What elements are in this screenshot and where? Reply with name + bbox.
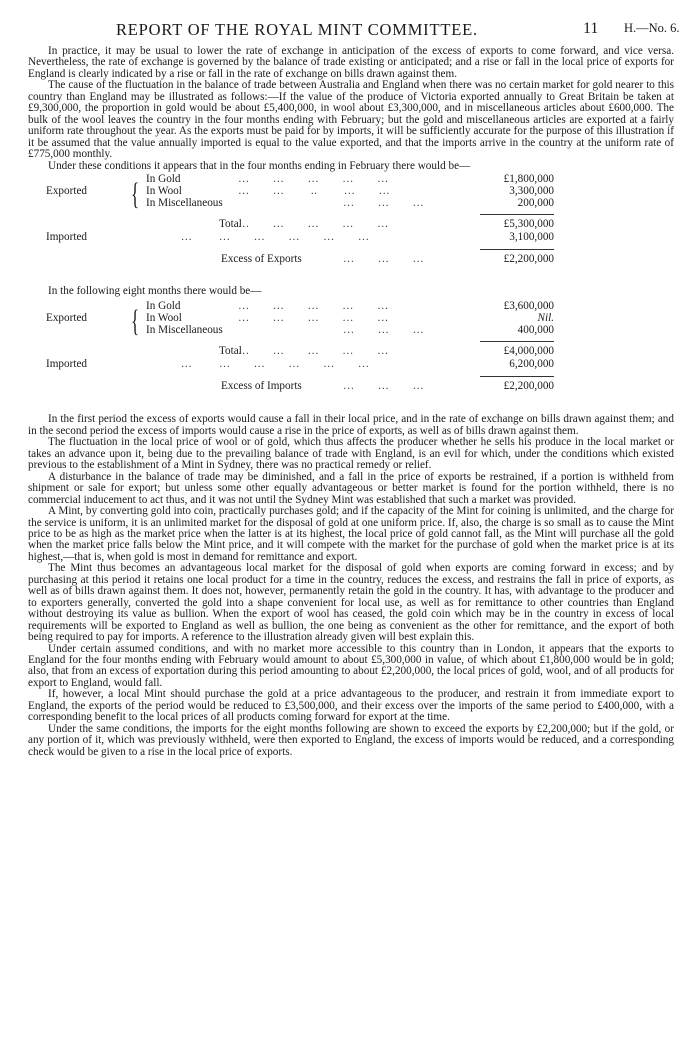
ledger-amount-wool: 3,300,000 — [509, 184, 554, 197]
document-reference: H.—No. 6. — [624, 21, 680, 35]
ledger-total-label: Total — [219, 345, 242, 358]
ledger-amount-total: £5,300,000 — [503, 217, 554, 230]
sum-rule — [480, 214, 554, 215]
ledger-item-gold: In Gold — [146, 300, 181, 313]
paragraph: In practice, it may be usual to lower the rate of exchange in anticipation of the excess of exports to come forward, and vice versa. Nevertheless, the rate of exchange is governed by the balance of trade existing or anticipated; and a rise or fall in the local price of exports for England is clearly indicated by a rise or fall in the rate of exchange on bills drawn against them. — [28, 45, 674, 80]
leader-dots: … … … — [343, 252, 425, 265]
ledger-eight-months — [28, 299, 674, 411]
ledger-label-exported: Exported — [46, 312, 88, 325]
leader-dots: … … … … … … — [161, 230, 370, 243]
ledger-amount-total: £4,000,000 — [503, 345, 554, 358]
sum-rule — [480, 341, 554, 342]
paragraph: The fluctuation in the local price of wool or of gold, which thus affects the producer whether he sells his produce in the local market or takes an advance upon it, being due to the prevailing balance of trade with England, is an evil for which, under the conditions which existed previous to the establishment of a Mint in Sydney, there was no practical remedy or relief. — [28, 436, 674, 472]
ledger-label-exported: Exported — [46, 184, 88, 197]
ledger-item-wool: In Wool — [146, 184, 182, 197]
ledger-amount-wool: Nil. — [537, 312, 554, 325]
ledger-amount-imported: 3,100,000 — [509, 230, 554, 243]
paragraph: Under these conditions it appears that in the four months ending in February there would be— — [48, 159, 471, 172]
leader-dots: … … .. … … — [238, 184, 391, 197]
sum-rule — [480, 249, 554, 250]
ledger-label-imported: Imported — [46, 230, 88, 243]
brace-glyph: { — [131, 303, 140, 339]
ledger-label-imported: Imported — [46, 358, 88, 371]
leader-dots: … … … — [343, 196, 425, 209]
ledger-amount-gold: £3,600,000 — [503, 300, 554, 313]
ledger-amount-misc: 200,000 — [517, 196, 554, 209]
paragraph: In the following eight months there would be— — [48, 284, 262, 297]
paragraph: In the first period the excess of exports would cause a fall in their local price, and in the rate of exchange on bills drawn against them; and in the second period the excess of imports would cause a rise in the price of exports, as well as of bills drawn against them. — [28, 413, 674, 437]
paragraph: A Mint, by converting gold into coin, practically purchases gold; and if the capacity of the Mint for coining is unlimited, and the charge for the service is uniform, it is an unlimited market for the disposal of gold at one uniform price. If, also, the charge is so small as to cause the Mint price to be as high as the market price when the latter is at its highest, the local price of gold cannot fall, as the Mint will purchase all the gold when the market price falls below the Mint price, and it will compete with the market for the purchase of gold when the market price is at its highest,—that is, when gold is most in demand for remittance and export. — [28, 505, 674, 563]
leader-dots: … … … — [343, 324, 425, 337]
ledger-item-misc: In Miscellaneous — [146, 196, 223, 209]
ledger-item-misc: In Miscellaneous — [146, 324, 223, 337]
leader-dots: … … … … … — [238, 345, 389, 358]
report-body — [28, 46, 674, 758]
ledger-amount-excess: £2,200,000 — [503, 252, 554, 265]
paragraph: The cause of the fluctuation in the balance of trade between Australia and England when there was no certain market for gold nearer to this country than England may be illustrated as follows:—If the value of the produce of Victoria exported annually to Great Britain be taken at £9,300,000, the proportion in gold would be about £5,400,000, in wool about £3,300,000, and in miscellaneous articles about £600,000. The bulk of the wool leaves the country in the four months ending with February; but the gold and miscellaneous articles are exported at a fairly uniform rate throughout the year. As the exports must be paid for by imports, it will be sufficiently accurate for the purpose of this illustration if it be assumed that the value annually imported is equal to the value exported, and that the imports arrive in the country at the uniform rate of £775,000 monthly. — [28, 79, 674, 161]
leader-dots: … … … … … — [238, 172, 389, 185]
ledger-excess-label: Excess of Exports — [221, 252, 302, 265]
paragraph: Under certain assumed conditions, and with no market more accessible to this country than in London, it appears that the exports to England for the four months ending with February would amount to about £5,300,000 in value, of which about £1,800,000 would be in gold; also, that from an excess of exportation during this period amounting to about £2,200,000, the local prices of gold, wool, and of all products for export to England, would fall. — [28, 642, 674, 689]
ledger-total-label: Total — [219, 217, 242, 230]
paragraph: If, however, a local Mint should purchase the gold at a price advantageous to the producer, and restrain it from immediate export to England, the exports of the period would be reduced to £3,500,000, and their excess over the imports of the same period to £400,000, with a corresponding benefit to the local prices of all products coming forward for export at the time. — [28, 688, 674, 724]
ledger-excess-label: Excess of Imports — [221, 380, 302, 393]
leader-dots: … … … … … — [238, 300, 389, 313]
leader-dots: … … … … … … — [161, 358, 370, 371]
ledger-four-months — [28, 174, 674, 283]
brace-glyph: { — [131, 175, 140, 211]
ledger-amount-imported: 6,200,000 — [509, 358, 554, 371]
paragraph: A disturbance in the balance of trade may be diminished, and a fall in the price of exports be restrained, if a portion is withheld from shipment or sale for export; but unless some other equally advantageous or better market is found for the portion withheld, there is no commercial inducement to act thus, and it was not until the Sydney Mint was established that such a market was provided. — [28, 470, 674, 506]
leader-dots: … … … … … — [238, 312, 389, 325]
ledger-amount-misc: 400,000 — [517, 324, 554, 337]
paragraph: Under the same conditions, the imports for the eight months following are shown to exceed the exports by £2,200,000; but if the gold, or any portion of it, which was previously withheld, were then exported to England, the excess of imports would be reduced, and a corresponding check would be given to a rise in the local price of exports. — [28, 722, 674, 758]
ledger-item-gold: In Gold — [146, 172, 181, 185]
page-number: 11 — [583, 20, 599, 37]
ledger-amount-gold: £1,800,000 — [503, 172, 554, 185]
running-title: REPORT OF THE ROYAL MINT COMMITTEE. — [116, 20, 478, 39]
sum-rule — [480, 376, 554, 377]
ledger-item-wool: In Wool — [146, 312, 182, 325]
page-header — [0, 20, 700, 40]
paragraph: The Mint thus becomes an advantageous local market for the disposal of gold when exports are coming forward in excess; and by purchasing at this period it retains one local product for a time in the country, reduces the excess, and restrains the fall in price of exports, as well as of bills drawn against them. It does not, however, permanently retain the gold in the country. It has, with advantage to the producer and to exporters generally, converted the gold into a shape convenient for local use, as well as for remittance to other countries than England without destroying its value as bullion. When the export of wool has ceased, the gold coin which may be in the country in excess of local requirements will be exported to England as well as bullion, the one being as convenient as the other for remittance, and the export of both being required to pay for imports. A reference to the illustration already given will best explain this. — [28, 562, 674, 644]
ledger-amount-excess: £2,200,000 — [503, 380, 554, 393]
leader-dots: … … … … … — [238, 217, 389, 230]
leader-dots: … … … — [343, 380, 425, 393]
